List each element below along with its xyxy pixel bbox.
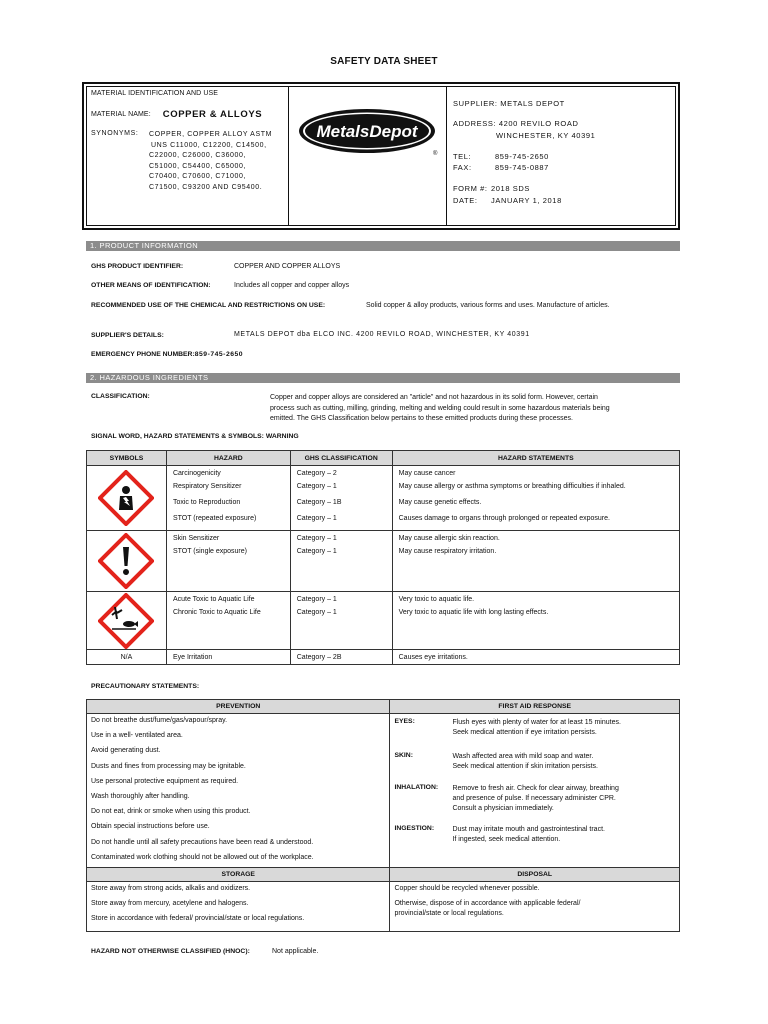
first-aid-line: Seek medical attention if eye irritation persists.: [452, 729, 597, 736]
logo-cell: [289, 87, 447, 225]
synonyms-list: [149, 130, 272, 194]
first-aid-label: INHALATION:: [394, 784, 439, 791]
health-hazard-icon: [98, 470, 154, 526]
list-item: Do not breathe dust/fume/gas/vapour/spray.: [91, 717, 228, 724]
synonym-line: UNS C11000, C12200, C14500,: [151, 141, 267, 149]
hazard-name: Acute Toxic to Aquatic Life: [172, 596, 255, 603]
recommended-use-value: Solid copper & alloy products, various forms and uses. Manufacture of articles.: [366, 302, 610, 309]
metals-depot-logo: [297, 105, 439, 159]
ghs-identifier-value: COPPER AND COPPER ALLOYS: [234, 263, 341, 270]
ghs-category: Category – 1: [296, 548, 337, 555]
synonym-line: C70400, C70600, C71000,: [149, 173, 247, 181]
form-label: FORM #:: [453, 184, 488, 193]
list-item: Avoid generating dust.: [91, 747, 161, 755]
first-aid-line: Wash affected area with mild soap and water.: [452, 753, 594, 760]
synonym-line: C71500, C93200 AND C95400.: [149, 183, 263, 191]
hazard-statement: Causes damage to organs through prolonged or repeated exposure.: [398, 515, 610, 522]
ghs-cell: [290, 466, 392, 531]
hazard-cell: [166, 531, 290, 592]
classification-line: process such as cutting, milling, grinding, melting and welding could result in some hazardous materials being: [270, 404, 610, 412]
precautionary-table: [86, 699, 680, 932]
hazard-table: [86, 450, 680, 665]
list-item: Dusts and fines from processing may be ignitable.: [91, 762, 246, 770]
ghs-category: Category – 1: [296, 596, 337, 603]
col-header-hazard-statements: HAZARD STATEMENTS: [392, 451, 679, 466]
symbol-cell: [87, 531, 167, 592]
col-header-symbols: SYMBOLS: [87, 451, 167, 466]
table-row: [87, 466, 680, 531]
hazard-statement: Very toxic to aquatic life.: [398, 596, 475, 603]
statement-cell: [392, 592, 679, 650]
first-aid-line: Seek medical attention if skin irritation persists.: [452, 763, 598, 770]
hazard-table-header: [87, 451, 680, 466]
section-product-information: 1. PRODUCT INFORMATION: [86, 241, 680, 251]
first-aid-skin: [390, 748, 679, 780]
hazard-statement: Very toxic to aquatic life with long lasting effects.: [398, 609, 549, 616]
list-item: Use personal protective equipment as required.: [91, 777, 239, 785]
hazard-name: Respiratory Sensitizer: [172, 483, 242, 490]
date-value: JANUARY 1, 2018: [491, 196, 562, 205]
hazard-name: Chronic Toxic to Aquatic Life: [172, 609, 261, 616]
list-item: Obtain special instructions before use.: [91, 823, 210, 831]
section-hazardous-ingredients: 2. HAZARDOUS INGREDIENTS: [86, 373, 680, 383]
supplier-details-value: METALS DEPOT dba ELCO INC. 4200 REVILO ROAD, WINCHESTER, KY 40391: [234, 331, 530, 338]
col-header-hazard: HAZARD: [166, 451, 290, 466]
hazard-statement: May cause genetic effects.: [398, 499, 482, 506]
material-name: COPPER & ALLOYS: [162, 109, 263, 120]
hnoc-label: HAZARD NOT OTHERWISE CLASSIFIED (HNOC):: [91, 948, 250, 955]
environment-icon: [98, 593, 154, 649]
list-item: Wash thoroughly after handling.: [91, 792, 190, 800]
hazard-statement: May cause respiratory irritation.: [398, 548, 497, 555]
fax-label: FAX:: [453, 163, 472, 172]
tel-value: 859-745-2650: [495, 152, 549, 161]
first-aid-ingestion: [390, 821, 679, 845]
hazard-statement: Causes eye irritations.: [392, 650, 679, 665]
list-item: Store away from strong acids, alkalis and oxidizers.: [91, 884, 251, 892]
ghs-identifier-label: GHS PRODUCT IDENTIFIER:: [91, 263, 184, 270]
hazard-name: Skin Sensitizer: [172, 535, 220, 542]
symbol-cell: [87, 592, 167, 650]
table-row: [87, 592, 680, 650]
hazard-cell: [166, 592, 290, 650]
emergency-phone-label: EMERGENCY PHONE NUMBER:: [91, 351, 195, 358]
first-aid-line: Dust may irritate mouth and gastrointestinal tract.: [452, 826, 605, 833]
hazard-statement: May cause cancer: [398, 470, 456, 477]
address-line-1: ADDRESS: 4200 REVILO ROAD: [453, 119, 579, 128]
first-aid-label: SKIN:: [394, 752, 413, 759]
list-item: Store in accordance with federal/ provincial/state or local regulations.: [91, 915, 305, 923]
first-aid-line: Remove to fresh air. Check for clear airway, breathing: [452, 785, 619, 792]
supplier-details-label: SUPPLIER'S DETAILS:: [91, 332, 164, 339]
ghs-category: Category – 2B: [290, 650, 392, 665]
other-identification-value: Includes all copper and copper alloys: [234, 282, 350, 289]
ghs-category: Category – 1B: [296, 499, 342, 506]
material-identification: [87, 87, 289, 225]
first-aid-eyes: [390, 714, 679, 748]
hazard-statement: May cause allergic skin reaction.: [398, 535, 500, 542]
prevention-list: [87, 714, 390, 868]
hazard-name: STOT (single exposure): [172, 548, 247, 555]
hnoc-value: Not applicable.: [272, 948, 319, 955]
emergency-phone-value: 859-745-2650: [194, 351, 244, 358]
storage-header: STORAGE: [87, 867, 390, 881]
storage-list: [87, 881, 390, 931]
form-value: 2018 SDS: [491, 184, 530, 193]
list-item: Otherwise, dispose of in accordance with applicable federal/: [394, 899, 581, 907]
first-aid-inhalation: [390, 780, 679, 821]
other-identification-label: OTHER MEANS OF IDENTIFICATION:: [91, 282, 211, 289]
hazard-name: Toxic to Reproduction: [172, 499, 241, 506]
hazard-name: Eye Irritation: [166, 650, 290, 665]
document-title: SAFETY DATA SHEET: [330, 56, 438, 67]
symbol-cell: [87, 466, 167, 531]
table-row: [87, 531, 680, 592]
ghs-category: Category – 1: [296, 483, 337, 490]
precautionary-title: PRECAUTIONARY STATEMENTS:: [91, 683, 200, 690]
first-aid-line: If ingested, seek medical attention.: [452, 836, 561, 843]
list-item: Use in a well- ventilated area.: [91, 732, 183, 740]
classification-line: emitted. The GHS Classification below pertains to these emitted products during these processes.: [270, 415, 573, 422]
logo-wordmark: MetalsDepot: [316, 122, 418, 141]
synonym-line: C22000, C26000, C36000,: [149, 152, 247, 160]
list-item: Contaminated work clothing should not be allowed out of the workplace.: [91, 853, 314, 861]
fax-value: 859-745-0887: [495, 163, 549, 172]
exclamation-icon: [98, 533, 154, 589]
table-row: [87, 650, 680, 665]
ghs-cell: [290, 531, 392, 592]
ghs-category: Category – 1: [296, 609, 337, 616]
supplier-line: SUPPLIER: METALS DEPOT: [453, 99, 565, 108]
first-aid-label: INGESTION:: [394, 825, 435, 832]
list-item: Do not handle until all safety precautions have been read & understood.: [91, 838, 314, 846]
classification-line: Copper and copper alloys are considered an "article" and not hazardous in its solid form. However, certain: [270, 394, 598, 401]
header-box: [86, 86, 676, 226]
synonym-line: COPPER, COPPER ALLOY ASTM: [149, 131, 273, 138]
symbol-na: N/A: [87, 650, 167, 665]
first-aid-label: EYES:: [394, 718, 415, 725]
disposal-list: [390, 881, 680, 931]
date-label: DATE:: [453, 196, 478, 205]
signal-word-line: SIGNAL WORD, HAZARD STATEMENTS & SYMBOLS: WARNING: [91, 433, 299, 440]
first-aid-line: and presence of pulse. If necessary administer CPR.: [452, 795, 616, 802]
list-item: Do not eat, drink or smoke when using this product.: [91, 808, 251, 816]
hazard-name: STOT (repeated exposure): [172, 515, 257, 522]
tel-label: TEL:: [453, 152, 472, 161]
first-aid-line: Consult a physician immediately.: [452, 805, 554, 812]
logo-registered-mark: ®: [433, 151, 438, 157]
list-item: Copper should be recycled whenever possible.: [394, 884, 540, 892]
synonym-line: C51000, C54400, C65000,: [149, 162, 247, 170]
ghs-cell: [290, 592, 392, 650]
first-aid-header: FIRST AID RESPONSE: [390, 700, 680, 714]
hazard-name: Carcinogenicity: [172, 470, 221, 477]
disposal-header: DISPOSAL: [390, 867, 680, 881]
first-aid-list: [390, 714, 680, 868]
first-aid-line: Flush eyes with plenty of water for at least 15 minutes.: [452, 719, 621, 726]
hazard-statement: May cause allergy or asthma symptoms or breathing difficulties if inhaled.: [398, 483, 626, 490]
material-id-title: MATERIAL IDENTIFICATION AND USE: [91, 90, 219, 97]
ghs-category: Category – 1: [296, 535, 337, 542]
material-name-label: MATERIAL NAME:: [91, 111, 151, 118]
prevention-header: PREVENTION: [87, 700, 390, 714]
classification-text: [270, 393, 610, 425]
synonyms-label: SYNONYMS:: [91, 130, 139, 137]
supplier-info: [447, 87, 675, 225]
list-item: provincial/state or local regulations.: [394, 909, 504, 917]
list-item: Store away from mercury, acetylene and halogens.: [91, 900, 249, 908]
recommended-use-label: RECOMMENDED USE OF THE CHEMICAL AND RESTRICTIONS ON USE:: [91, 302, 326, 309]
statement-cell: [392, 466, 679, 531]
ghs-category: Category – 1: [296, 515, 337, 522]
address-line-2: WINCHESTER, KY 40391: [496, 131, 596, 140]
hazard-cell: [166, 466, 290, 531]
ghs-category: Category – 2: [296, 470, 337, 477]
statement-cell: [392, 531, 679, 592]
classification-label: CLASSIFICATION:: [91, 393, 150, 400]
col-header-ghs-classification: GHS CLASSIFICATION: [290, 451, 392, 466]
